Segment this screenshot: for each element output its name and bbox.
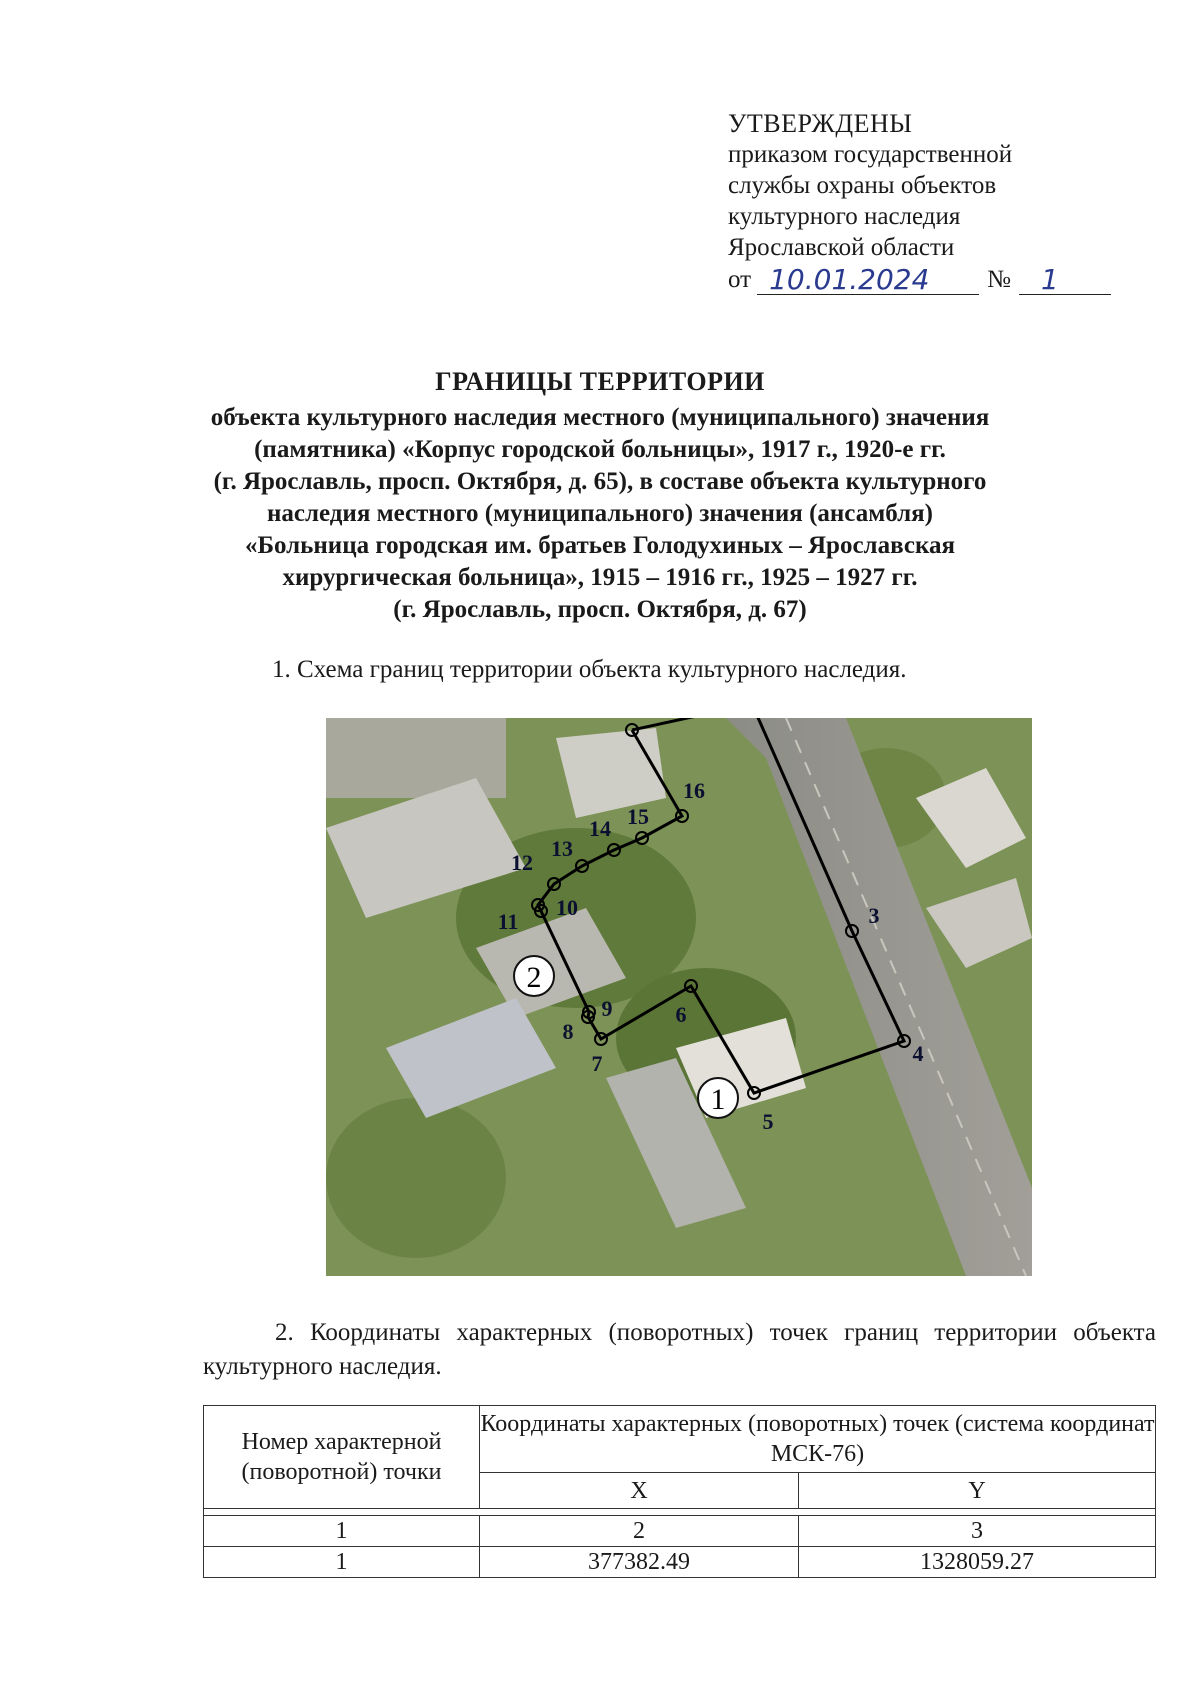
column-number: 2	[480, 1516, 799, 1547]
boundary-point-label: 3	[868, 903, 880, 928]
title-line: «Больница городская им. братьев Голодухиных – Ярославская	[244, 532, 956, 559]
boundary-point-label: 14	[589, 816, 611, 841]
handwritten-number: 1	[1040, 263, 1059, 296]
table-row	[204, 1547, 1156, 1578]
boundary-point-label: 12	[511, 850, 533, 875]
approval-line: службы охраны объектов	[728, 172, 997, 199]
date-prefix: от	[728, 266, 752, 293]
boundary-point-label: 8	[562, 1019, 574, 1044]
number-field	[1019, 263, 1111, 295]
section-1-heading: 1. Схема границ территории объекта культурного наследия.	[272, 656, 907, 683]
approval-line: приказом государственной	[728, 141, 1013, 168]
approval-line: культурного наследия	[728, 203, 961, 230]
boundary-point-label: 9	[601, 996, 613, 1021]
zone-label: 2	[526, 961, 542, 994]
title-line: (памятника) «Корпус городской больницы», 1917 г., 1920-е гг.	[254, 436, 946, 463]
title-line: наследия местного (муниципального) значения (ансамбля)	[266, 500, 933, 527]
column-number-row	[204, 1516, 1156, 1547]
cell-x: 377382.49	[480, 1547, 799, 1578]
boundary-point-label: 5	[762, 1109, 774, 1134]
boundary-point-label: 4	[912, 1041, 924, 1066]
title-line: (г. Ярославль, просп. Октября, д. 65), в составе объекта культурного	[213, 468, 987, 495]
title-line: (г. Ярославль, просп. Октября, д. 67)	[393, 596, 807, 623]
approval-date-row	[728, 263, 1111, 295]
boundary-point-label: 13	[551, 836, 573, 861]
boundary-map	[326, 718, 1032, 1276]
header-y: Y	[799, 1473, 1156, 1509]
approval-block	[728, 108, 1111, 295]
approval-heading: УТВЕРЖДЕНЫ	[728, 109, 913, 138]
cell-point: 1	[204, 1547, 480, 1578]
boundary-point-label: 15	[627, 804, 649, 829]
approval-line: Ярославской области	[728, 234, 955, 261]
cell-y: 1328059.27	[799, 1547, 1156, 1578]
boundary-point-label: 16	[683, 778, 705, 803]
boundary-point-label: 6	[675, 1002, 687, 1027]
header-coordinates: Координаты характерных (поворотных) точек (система координат МСК-76)	[480, 1406, 1156, 1473]
coordinates-table	[203, 1405, 1156, 1578]
header-point-number: Номер характерной (поворотной) точки	[204, 1406, 480, 1509]
column-number: 1	[204, 1516, 480, 1547]
handwritten-date: 10.01.2024	[769, 263, 930, 296]
document-title	[150, 366, 1050, 626]
boundary-point-label: 10	[556, 895, 578, 920]
section-2-heading: 2. Координаты характерных (поворотных) точек границ территории объекта культурного наследия.	[203, 1319, 1156, 1380]
tree-area	[326, 1098, 506, 1258]
column-number: 3	[799, 1516, 1156, 1547]
title-line: объекта культурного наследия местного (муниципального) значения	[210, 404, 990, 431]
date-field	[757, 263, 979, 295]
boundary-point-label: 7	[591, 1051, 603, 1076]
header-x: X	[480, 1473, 799, 1509]
boundary-point-label: 11	[497, 909, 519, 934]
title-line: хирургическая больница», 1915 – 1916 гг., 1925 – 1927 гг.	[282, 564, 918, 591]
title-main: ГРАНИЦЫ ТЕРРИТОРИИ	[435, 367, 765, 396]
table-spacer	[204, 1509, 1156, 1516]
zone-label: 1	[710, 1083, 726, 1116]
number-prefix: №	[987, 266, 1011, 293]
